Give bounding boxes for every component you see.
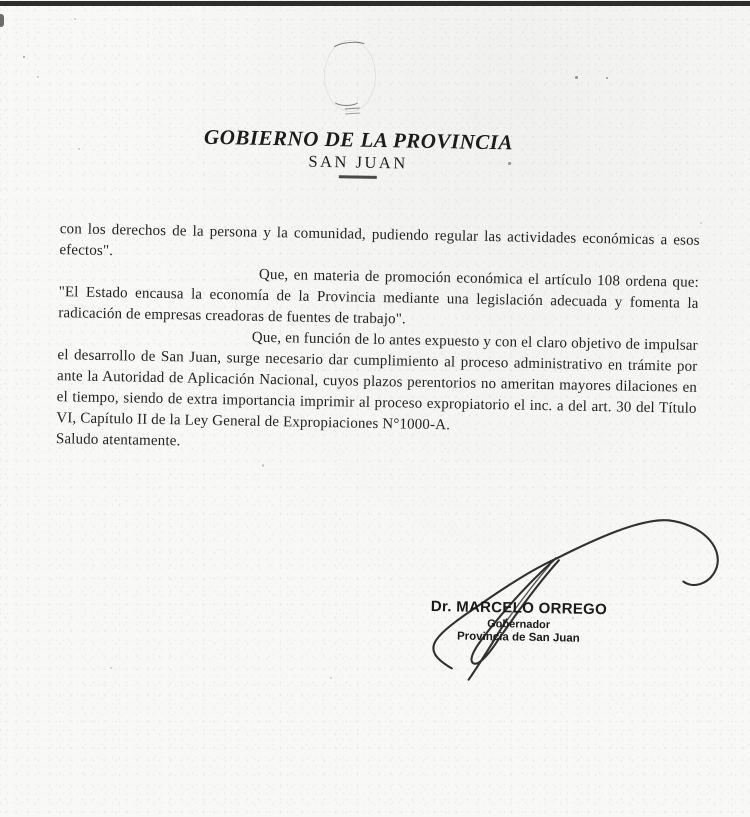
letterhead [0, 121, 734, 185]
letterhead-title: GOBIERNO DE LA PROVINCIA [203, 124, 514, 155]
signatory-entity: Provincia de San Juan [456, 630, 580, 645]
closing-salutation: Saludo atentamente. [55, 430, 181, 449]
signature-block [418, 506, 736, 692]
letterhead-underline [339, 175, 377, 178]
signatory-info [428, 598, 609, 645]
signatory-name: Dr. MARCELO ORREGO [430, 597, 608, 619]
paragraph: con los derechos de la persona y la comunidad, pudiendo regular las actividades económicas a esos efectos". [59, 220, 700, 259]
letterhead-subtitle: SAN JUAN [308, 151, 408, 173]
letter-body [56, 219, 700, 462]
paragraph: Que, en función de lo antes expuesto y con el claro objetivo de impulsar el desarrollo de San Juan, surge necesario dar cumplimiento al proceso administrativo en trámite por ante la Autoridad de Aplicación Nacional, cuyos plazos perentorios no ameritan mayores dilaciones en el tiempo, siendo de extra importancia imprimir al proceso expropiatorio el inc. a del art. 30 del Título VI, Capítulo II de la Ley General de Expropiaciones N°1000-A. [56, 329, 698, 433]
signatory-role: Gobernador [487, 618, 551, 632]
paragraph: Que, en materia de promoción económica el artículo 108 ordena que: "El Estado encausa la economía de la Provincia mediante una legislación adecuada y fomenta la radicación de empresas creadoras de fuentes de trabajo". [58, 266, 700, 327]
